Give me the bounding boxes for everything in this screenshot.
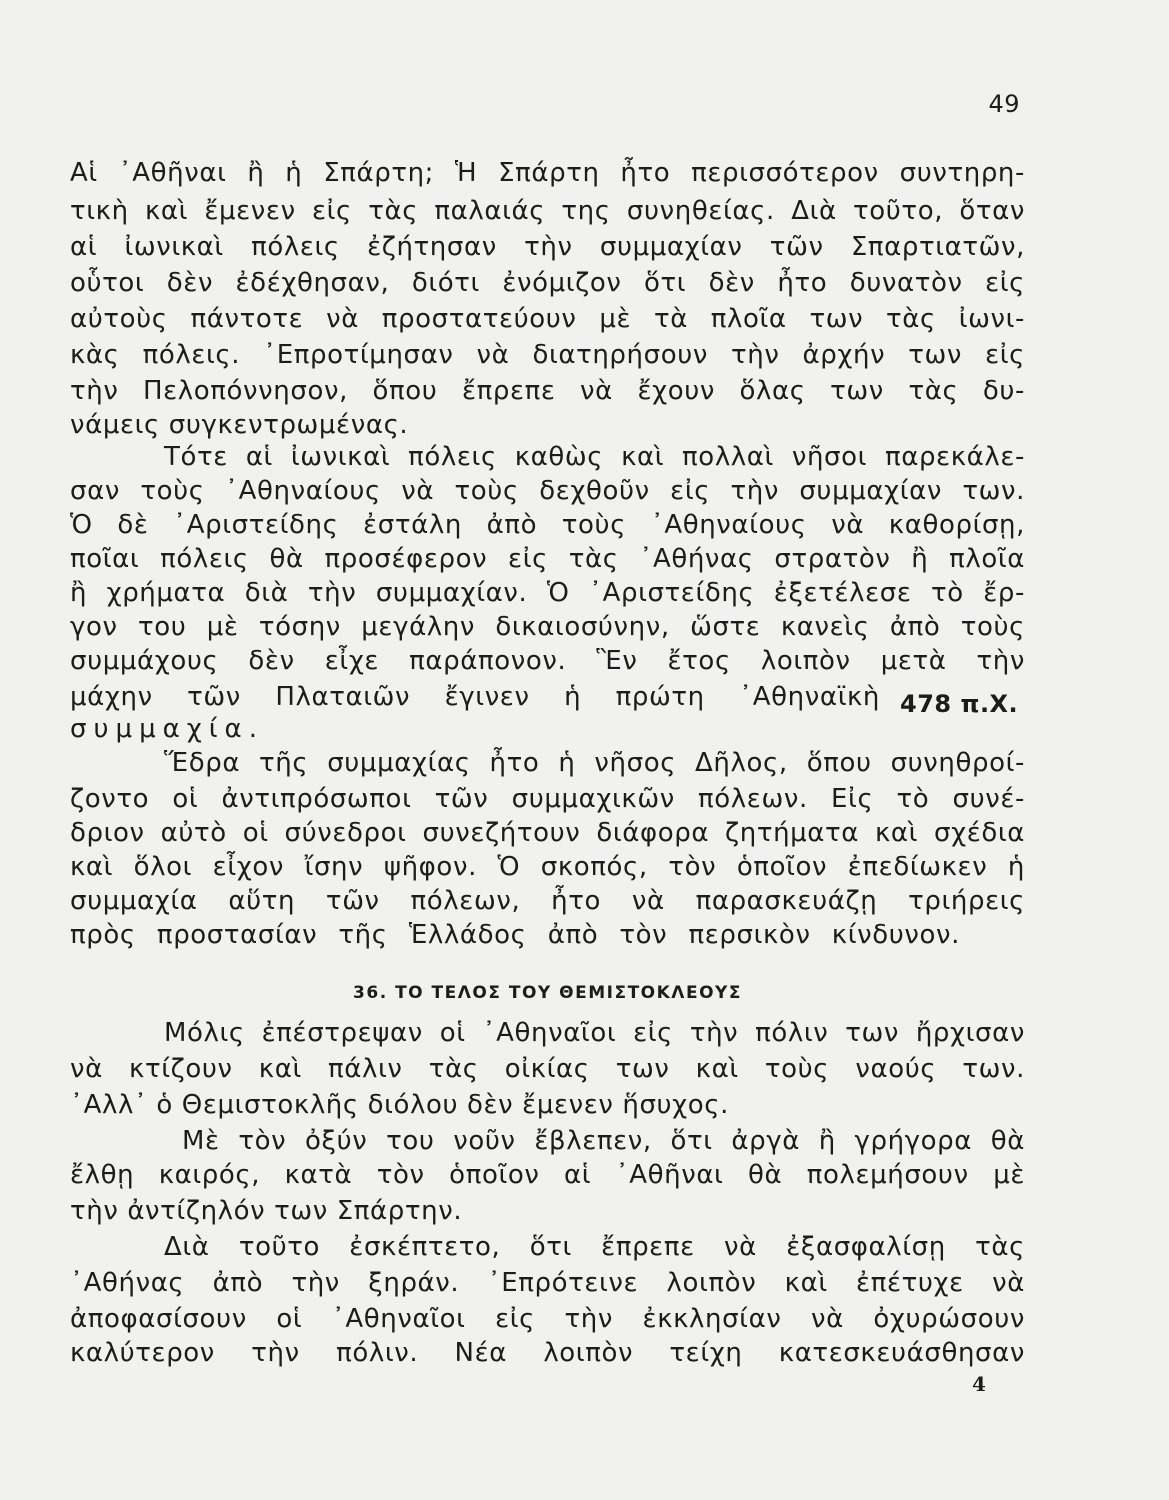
text-line: Μόλις ἐπέστρεψαν οἱ ᾿Αθηναῖοι εἰς τὴν πόλιν των ἤρχισαν [164,1018,1025,1048]
text-line: καὶ ὅλοι εἶχον ἴσην ψῆφον. Ὁ σκοπός, τὸν ὁποῖον ἐπεδίωκεν ἡ [70,852,1025,882]
text-line: Μὲ τὸν ὀξύν του νοῦν ἔβλεπεν, ὅτι ἀργὰ ἢ γρήγορα θὰ [182,1126,1025,1156]
text-line: ἢ χρήματα διὰ τὴν συμμαχίαν. Ὁ ᾿Αριστείδης ἐξετέλεσε τὸ ἔρ- [70,578,1025,608]
text-line: ἀποφασίσουν οἱ ᾿Αθηναῖοι εἰς τὴν ἐκκλησίαν νὰ ὀχυρώσουν [70,1304,1025,1334]
text-line: αὐτοὺς πάντοτε νὰ προστατεύουν μὲ τὰ πλοῖα των τὰς ἰωνι- [70,304,1025,334]
page-number: 49 [988,90,1020,118]
text-line: πρὸς προστασίαν τῆς Ἑλλάδος ἀπὸ τὸν περσικὸν κίνδυνον. [70,920,960,950]
text-line: τὴν ἀντίζηλόν των Σπάρτην. [70,1196,463,1226]
text-line: δριον αὐτὸ οἱ σύνεδροι συνεζήτουν διάφορα ζητήματα καὶ σχέδια [70,818,1025,848]
signature-mark: 4 [972,1372,986,1396]
text-line: αἱ ἰωνικαὶ πόλεις ἐζήτησαν τὴν συμμαχίαν τῶν Σπαρτιατῶν, [70,232,1025,262]
text-line: κὰς πόλεις. ᾿Επροτίμησαν νὰ διατηρήσουν τὴν ἀρχήν των εἰς [70,340,1025,370]
text-line: τικὴ καὶ ἔμενεν εἰς τὰς παλαιάς της συνηθείας. Διὰ τοῦτο, ὅταν [70,196,1025,226]
text-line: ποῖαι πόλεις θὰ προσέφερον εἰς τὰς ᾿Αθήνας στρατὸν ἢ πλοῖα [70,544,1025,574]
text-line: ᾿Αλλ᾿ ὁ Θεμιστοκλῆς διόλου δὲν ἔμενεν ἥσυχος. [70,1090,730,1120]
text-line: οὗτοι δὲν ἐδέχθησαν, διότι ἐνόμιζον ὅτι δὲν ἦτο δυνατὸν εἰς [70,268,1025,298]
text-line: Διὰ τοῦτο ἐσκέπτετο, ὅτι ἔπρεπε νὰ ἐξασφαλίσῃ τὰς [164,1232,1025,1262]
text-line: νὰ κτίζουν καὶ πάλιν τὰς οἰκίας των καὶ τοὺς ναούς των. [70,1054,1025,1084]
text-line: Αἱ ᾿Αθῆναι ἢ ἡ Σπάρτη; Ἡ Σπάρτη ἦτο περισσότερον συντηρη- [70,158,1025,188]
text-line: μάχην τῶν Πλαταιῶν ἔγινεν ἡ πρώτη ᾿Αθηναϊκὴ [70,682,880,712]
text-line: Τότε αἱ ἰωνικαὶ πόλεις καθὼς καὶ πολλαὶ νῆσοι παρεκάλε- [164,442,1025,472]
text-line: συμμάχους δὲν εἶχε παράπονον. Ἓν ἔτος λοιπὸν μετὰ τὴν [70,646,1025,676]
text-line: Ἕδρα τῆς συμμαχίας ἦτο ἡ νῆσος Δῆλος, ὅπου συνηθροί- [164,748,1025,778]
text-line: Ὁ δὲ ᾿Αριστείδης ἐστάλη ἀπὸ τοὺς ᾿Αθηναίους νὰ καθορίσῃ, [70,510,1025,540]
text-line: ἔλθῃ καιρός, κατὰ τὸν ὁποῖον αἱ ᾿Αθῆναι θὰ πολεμήσουν μὲ [70,1160,1025,1190]
text-line: τὴν Πελοπόννησον, ὅπου ἔπρεπε νὰ ἔχουν ὅλας των τὰς δυ- [70,376,1025,406]
text-line: σαν τοὺς ᾿Αθηναίους νὰ τοὺς δεχθοῦν εἰς τὴν συμμαχίαν των. [70,476,1025,506]
text-line: γον του μὲ τόσην μεγάλην δικαιοσύνην, ὥστε κανεὶς ἀπὸ τοὺς [70,612,1025,642]
text-line: συμμαχία. [70,714,264,744]
text-line: συμμαχία αὕτη τῶν πόλεων, ἦτο νὰ παρασκευάζῃ τριήρεις [70,886,1025,916]
text-line: ζοντο οἱ ἀντιπρόσωποι τῶν συμμαχικῶν πόλεων. Εἰς τὸ συνέ- [70,784,1025,814]
text-line: νάμεις συγκεντρωμένας. [70,410,409,440]
text-line: καλύτερον τὴν πόλιν. Νέα λοιπὸν τείχη κατεσκευάσθησαν [70,1338,1025,1368]
text-line: ᾿Αθήνας ἀπὸ τὴν ξηράν. ᾿Επρότεινε λοιπὸν καὶ ἐπέτυχε νὰ [70,1268,1025,1298]
margin-date-note: 478 π.Χ. [900,690,1019,718]
section-heading: 36. ΤΟ ΤΕΛΟΣ ΤΟΥ ΘΕΜΙΣΤΟΚΛΕΟΥΣ [353,983,742,1003]
